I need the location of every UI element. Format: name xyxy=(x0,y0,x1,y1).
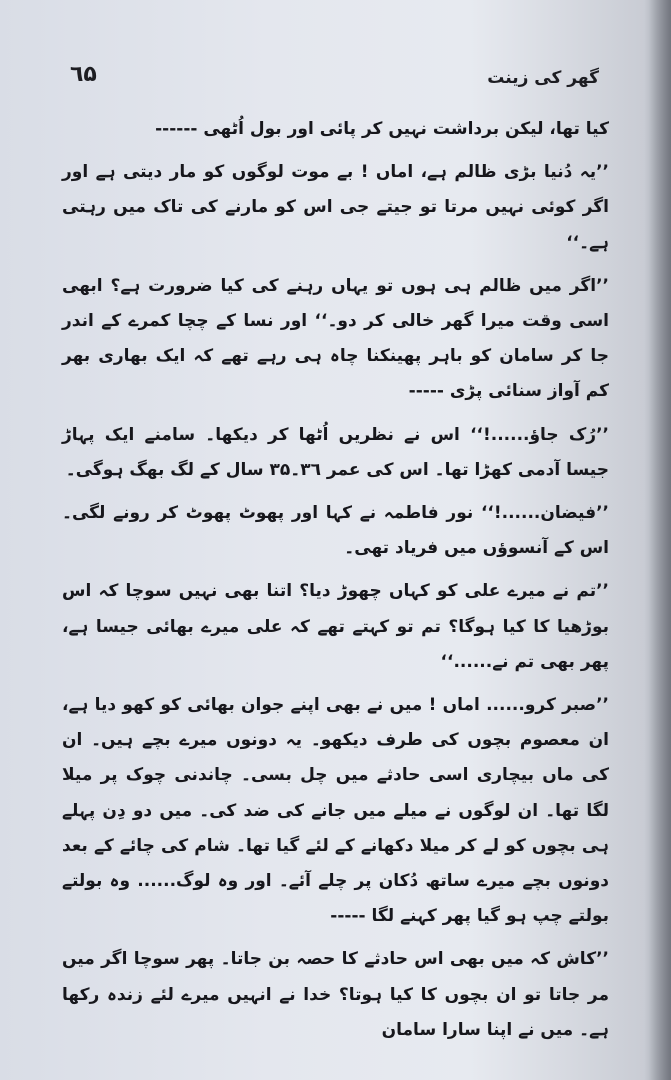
page-number: ٦۵ xyxy=(70,62,97,87)
paragraph-6: ’’تم نے میرے علی کو کہاں چھوڑ دیا؟ اتنا بھی نہیں سوچا کہ اس بوڑھیا کا کیا ہوگا؟ تم تو کہتے تھے کہ علی میرے بھائی جیسا ہے، پھر بھی تم نے......‘‘ xyxy=(62,581,609,672)
paragraph-4: ’’رُک جاؤ......!‘‘ اس نے نظریں اُٹھا کر دیکھا۔ سامنے ایک پہاڑ جیسا آدمی کھڑا تھا۔ اس کی عمر ۳٦۔۳۵ سال کے لگ بھگ ہوگی۔ xyxy=(62,424,609,480)
paragraph-2: ’’یہ دُنیا بڑی ظالم ہے، اماں ! بے موت لوگوں کو مار دیتی ہے اور اگر کوئی نہیں مرتا تو جیتے جی اس کو مارنے کی تاک میں رہتی ہے۔‘‘ xyxy=(62,162,609,253)
paragraph-8: ’’کاش کہ میں بھی اس حادثے کا حصہ بن جاتا۔ پھر سوچا اگر میں مر جاتا تو ان بچوں کا کیا ہوتا؟ خدا نے انہیں میرے لئے زندہ رکھا ہے۔ میں نے اپنا سارا سامان xyxy=(62,949,609,1040)
page-edge-shadow xyxy=(649,0,671,1080)
body-text xyxy=(62,112,609,1056)
paragraph-3: ’’اگر میں ظالم ہی ہوں تو یہاں رہنے کی کیا ضرورت ہے؟ ابھی اسی وقت میرا گھر خالی کر دو۔‘‘ اور نسا کے چچا کمرے کے اندر جا کر سامان کو باہر پھینکنا چاہ ہی رہے تھے کہ ایک بھاری بھر کم آواز سنائی پڑی ----- xyxy=(62,275,609,402)
paragraph-7: ’’صبر کرو...... اماں ! میں نے بھی اپنے جوان بھائی کو کھو دیا ہے، ان معصوم بچوں کی طرف دیکھو۔ یہ دونوں میرے بچے ہیں۔ ان کی ماں بیچاری اسی حادثے میں چل بسی۔ چاندنی چوک پر میلا لگا تھا۔ ان لوگوں نے میلے میں جانے کی ضد کی۔ میں دو دِن پہلے ہی بچوں کو لے کر میلا دکھانے کے لئے گیا تھا۔ شام کی چائے کے بعد دونوں بچے میرے ساتھ دُکان پر چلے آئے۔ اور وہ لوگ...... وہ بولتے بولتے چپ ہو گیا پھر کہنے لگا ----- xyxy=(62,695,609,927)
running-head: گھر کی زینت xyxy=(487,68,599,88)
paragraph-5: ’’فیضان......!‘‘ نور فاطمہ نے کہا اور پھوٹ پھوٹ کر رونے لگی۔ اس کے آنسوؤں میں فریاد تھی۔ xyxy=(62,503,609,559)
paragraph-1: کیا تھا، لیکن برداشت نہیں کر پائی اور بول اُٹھی ------ xyxy=(155,119,609,139)
